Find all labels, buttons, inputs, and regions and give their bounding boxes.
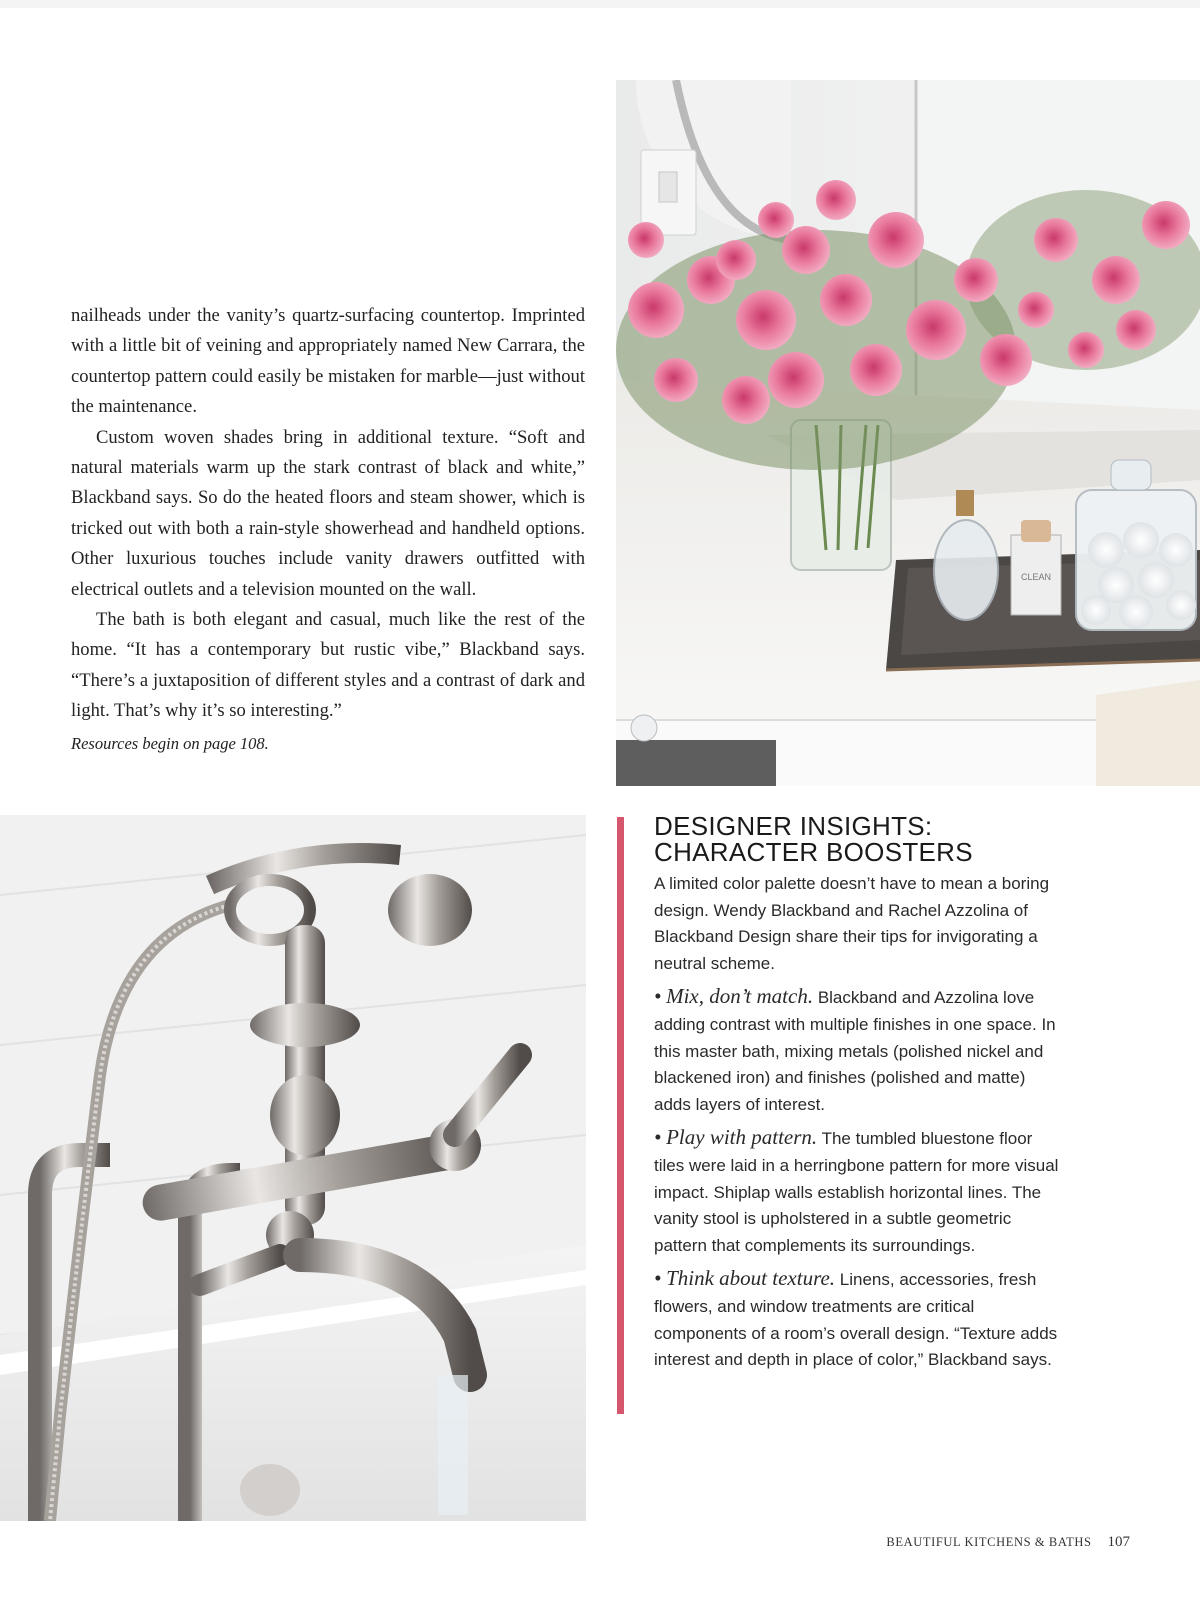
tip-item: [654, 1124, 1064, 1259]
resources-note: Resources begin on page 108.: [71, 733, 269, 753]
sidebar-intro: A limited color palette doesn’t have to mean a boring design. Wendy Blackband and Rachel Azzolina of Blackband Design share their tips for invigorating a neutral scheme.: [654, 874, 1050, 973]
page-folio: [886, 1533, 1130, 1551]
article-paragraph: The bath is both elegant and casual, much like the rest of the home. “It has a contemporary but rustic vibe,” Blackband says. “There’s a juxtaposition of different styles and a contrast of dark and light. That’s why it’s so interesting.”: [71, 609, 585, 722]
tip-title: Mix, don’t match.: [666, 984, 814, 1009]
jar-label: CLEAN: [1020, 572, 1052, 582]
vanity-flowers-photo: [616, 80, 1200, 786]
designer-insights-sidebar: [654, 813, 1064, 1374]
tip-bullet: •: [654, 1125, 662, 1150]
tip-bullet: •: [654, 984, 662, 1009]
page-number: 107: [1107, 1534, 1130, 1550]
article-paragraph: Custom woven shades bring in additional texture. “Soft and natural materials warm up the stark contrast of black and white,” Blackband says. So do the heated floors and steam shower, which is tricked out with both a rain-style showerhead and handheld options. Other luxurious touches include vanity drawers outfitted with electrical outlets and a television mounted on the wall.: [71, 426, 585, 600]
article-paragraph: nailheads under the vanity’s quartz-surfacing countertop. Imprinted with a little bit of veining and appropriately named New Carrara, the countertop pattern could easily be mistaken for marble—just without the maintenance.: [71, 305, 585, 418]
tip-bullet: •: [654, 1266, 662, 1291]
tip-body: Linens, accessories, fresh flowers, and window treatments are critical components of a room’s overall design. “Texture adds interest and depth in place of color,” Blackband says.: [654, 1270, 1058, 1370]
article-body: [71, 301, 585, 759]
tip-body: Blackband and Azzolina love adding contrast with multiple finishes in one space. In this master bath, mixing metals (polished nickel and blackened iron) and finishes (polished and matte) adds layers of interest.: [654, 988, 1056, 1114]
tip-item: [654, 983, 1064, 1118]
sidebar-title: [654, 813, 1064, 865]
tip-title: Think about texture.: [666, 1266, 836, 1291]
sidebar-title-line1: DESIGNER INSIGHTS:: [654, 811, 933, 841]
sidebar-title-line2: CHARACTER BOOSTERS: [654, 837, 973, 867]
tip-title: Play with pattern.: [666, 1125, 818, 1150]
tip-body: The tumbled bluestone floor tiles were laid in a herringbone pattern for more visual impact. Shiplap walls establish horizontal lines. The vanity stool is upholstered in a subtle geometric pattern that complements its surroundings.: [654, 1129, 1059, 1255]
page-top-edge: [0, 0, 1200, 8]
tip-item: [654, 1265, 1064, 1373]
publication-name: BEAUTIFUL KITCHENS & BATHS: [886, 1535, 1092, 1549]
tub-faucet-photo: [0, 815, 586, 1521]
sidebar-accent-rule: [617, 817, 624, 1414]
